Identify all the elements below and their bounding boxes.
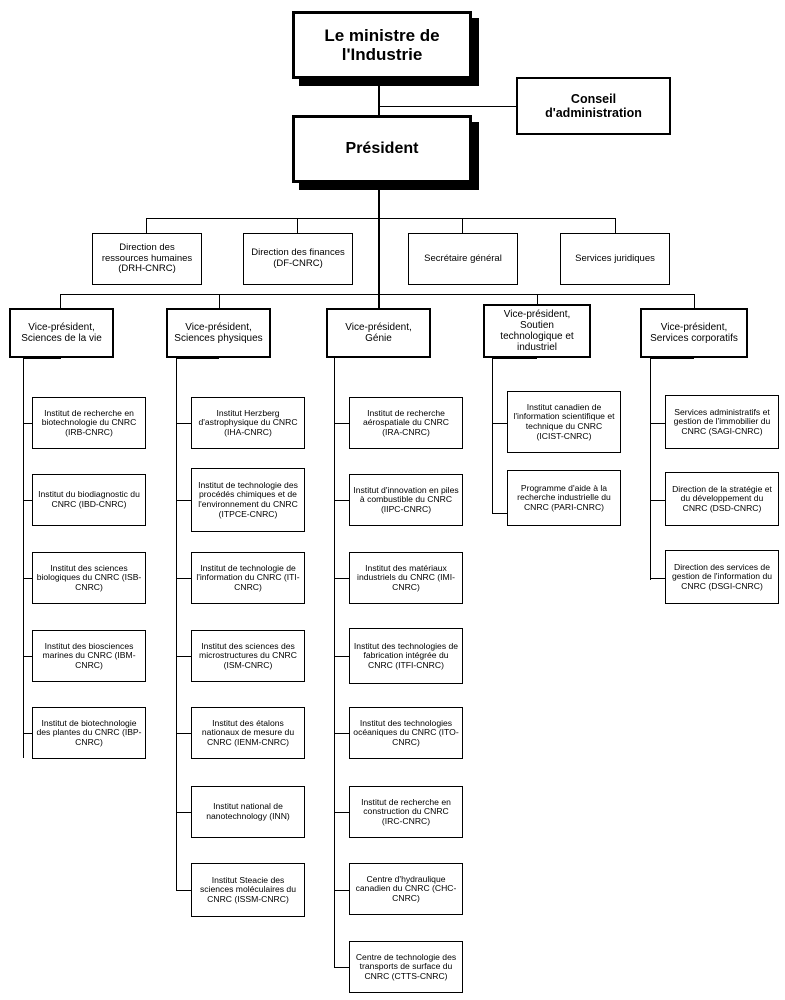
node-vp-engineering-label: Vice-président, Génie (345, 321, 412, 344)
node-chc-label: Centre d'hydraulique canadien du CNRC (CHC-CNRC) (355, 873, 457, 903)
node-vp-tech-support-label: Vice-président, Soutien technologique et industriel (500, 308, 574, 354)
node-ism[interactable] (191, 630, 305, 682)
line-vp1-top (23, 358, 61, 359)
node-iipc[interactable] (349, 474, 463, 526)
node-ibm[interactable] (32, 630, 146, 682)
node-ibp-label: Institut de biotechnologie des plantes du CNRC (IBP-CNRC) (36, 717, 142, 747)
node-directorate-legal-label: Services juridiques (575, 252, 655, 264)
node-dsgi[interactable] (665, 550, 779, 604)
node-vp-physical-sciences-label: Vice-président, Sciences physiques (174, 321, 263, 344)
line-vp1-c3 (23, 578, 32, 579)
line-vp2-top (176, 358, 219, 359)
line-vp5-c3 (650, 578, 665, 579)
line-president-down (378, 185, 380, 218)
line-vp3-c6 (334, 812, 349, 813)
node-ctts[interactable] (349, 941, 463, 993)
node-icist-label: Institut canadien de l'information scientifique et technique du CNRC (ICIST-CNRC) (513, 401, 615, 441)
line-dir-2-down (297, 218, 298, 233)
node-board[interactable] (516, 77, 671, 135)
line-vp2-c3 (176, 578, 191, 579)
node-ira[interactable] (349, 397, 463, 449)
line-directorate-bus (146, 218, 616, 219)
line-vp3-c3 (334, 578, 349, 579)
node-directorate-secretary[interactable] (408, 233, 518, 285)
node-iti[interactable] (191, 552, 305, 604)
line-vp2-c7 (176, 890, 191, 891)
node-iti-label: Institut de technologie de l'information du CNRC (ITI-CNRC) (196, 562, 300, 592)
node-sagi-label: Services administratifs et gestion de l'immobilier du CNRC (SAGI-CNRC) (673, 406, 771, 436)
line-minister-president (378, 80, 380, 115)
node-irc-label: Institut de recherche en construction du CNRC (IRC-CNRC) (361, 796, 451, 826)
line-vp5-c1 (650, 423, 665, 424)
node-isb[interactable] (32, 552, 146, 604)
line-vp2-c6 (176, 812, 191, 813)
node-issm-label: Institut Steacie des sciences moléculaires du CNRC (ISSM-CNRC) (199, 874, 296, 904)
line-vp3-c8 (334, 967, 349, 968)
line-vp3-c7 (334, 890, 349, 891)
node-dsgi-label: Direction des services de gestion de l'information du CNRC (DSGI-CNRC) (671, 561, 773, 591)
node-sagi[interactable] (665, 395, 779, 449)
line-vp4-c2 (492, 513, 507, 514)
node-directorate-finance[interactable] (243, 233, 353, 285)
node-dsd[interactable] (665, 472, 779, 526)
node-imi[interactable] (349, 552, 463, 604)
line-vp2-c5 (176, 733, 191, 734)
line-vp4-top (492, 358, 537, 359)
node-vp-corporate-services[interactable] (640, 308, 748, 358)
node-ibd-label: Institut du biodiagnostic du CNRC (IBD-CNRC) (38, 489, 140, 509)
line-vp5-top (650, 358, 694, 359)
node-icist[interactable] (507, 391, 621, 453)
line-vp3-c2 (334, 500, 349, 501)
line-vp1-c5 (23, 733, 32, 734)
node-ienm[interactable] (191, 707, 305, 759)
line-vp2-c1 (176, 423, 191, 424)
line-vp-5-down (694, 294, 695, 308)
node-vp-engineering[interactable] (326, 308, 431, 358)
node-pari-label: Programme d'aide à la recherche industrielle du CNRC (PARI-CNRC) (517, 482, 611, 512)
line-vp1-c4 (23, 656, 32, 657)
node-pari[interactable] (507, 470, 621, 526)
line-vp3-spine (334, 358, 335, 968)
node-directorate-hr[interactable] (92, 233, 202, 285)
node-directorate-secretary-label: Secrétaire général (424, 252, 502, 264)
node-minister-label: Le ministre de l'Industrie (324, 25, 440, 64)
node-vp-tech-support[interactable] (483, 304, 591, 358)
node-ibp[interactable] (32, 707, 146, 759)
node-iha-label: Institut Herzberg d'astrophysique du CNRC (IHA-CNRC) (198, 407, 298, 437)
node-itpce[interactable] (191, 468, 305, 532)
node-directorate-finance-label: Direction des finances (DF-CNRC) (251, 247, 345, 269)
line-vp3-c4 (334, 656, 349, 657)
node-ism-label: Institut des sciences des microstructures du CNRC (ISM-CNRC) (199, 640, 297, 670)
line-vp3-c5 (334, 733, 349, 734)
node-itfi[interactable] (349, 628, 463, 684)
line-vp1-c1 (23, 423, 32, 424)
line-vp-bus (60, 294, 694, 295)
node-iha[interactable] (191, 397, 305, 449)
line-vp3-c1 (334, 423, 349, 424)
line-vp5-c2 (650, 500, 665, 501)
node-ito[interactable] (349, 707, 463, 759)
node-directorate-hr-label: Direction des ressources humaines (DRH-CNRC) (101, 242, 193, 275)
line-vp5-spine (650, 358, 651, 580)
node-ira-label: Institut de recherche aérospatiale du CNRC (IRA-CNRC) (363, 407, 449, 437)
node-ienm-label: Institut des étalons nationaux de mesure du CNRC (IENM-CNRC) (201, 717, 295, 747)
line-board-h (378, 106, 520, 107)
node-irb[interactable] (32, 397, 146, 449)
line-dir-3-down (462, 218, 463, 233)
node-inn[interactable] (191, 786, 305, 838)
node-vp-life-sciences[interactable] (9, 308, 114, 358)
line-vp4-spine (492, 358, 493, 513)
line-vp-1-down (60, 294, 61, 308)
node-issm[interactable] (191, 863, 305, 917)
node-directorate-legal[interactable] (560, 233, 670, 285)
node-iipc-label: Institut d'innovation en piles à combustible du CNRC (IIPC-CNRC) (353, 484, 459, 514)
node-inn-label: Institut national de nanotechnology (INN) (206, 801, 290, 821)
line-dir-4-down (615, 218, 616, 233)
line-vp1-spine (23, 358, 24, 758)
node-vp-life-sciences-label: Vice-président, Sciences de la vie (21, 321, 102, 344)
node-president[interactable] (292, 115, 472, 183)
node-irb-label: Institut de recherche en biotechnologie du CNRC (IRB-CNRC) (41, 407, 137, 437)
line-vp-2-down (219, 294, 220, 308)
node-minister[interactable] (292, 11, 472, 79)
node-vp-corporate-services-label: Vice-président, Services corporatifs (650, 321, 738, 344)
line-vp4-c1 (492, 423, 507, 424)
node-chc[interactable] (349, 863, 463, 915)
line-vp2-c4 (176, 656, 191, 657)
node-itfi-label: Institut des technologies de fabrication intégrée du CNRC (ITFI-CNRC) (353, 640, 459, 670)
node-ctts-label: Centre de technologie des transports de surface du CNRC (CTTS-CNRC) (355, 951, 457, 981)
node-isb-label: Institut des sciences biologiques du CNRC (ISB-CNRC) (36, 562, 142, 592)
node-ibm-label: Institut des biosciences marines du CNRC (IBM-CNRC) (42, 640, 136, 670)
node-irc[interactable] (349, 786, 463, 838)
line-vp2-c2 (176, 500, 191, 501)
node-imi-label: Institut des matériaux industriels du CNRC (IMI-CNRC) (357, 562, 455, 592)
node-ito-label: Institut des technologies océaniques du CNRC (ITO-CNRC) (353, 717, 459, 747)
node-board-label: Conseil d'administration (545, 92, 642, 120)
node-itpce-label: Institut de technologie des procédés chimiques et de l'environnement du CNRC (ITPCE-CNRC) (198, 479, 298, 519)
node-vp-physical-sciences[interactable] (166, 308, 271, 358)
node-president-label: Président (345, 140, 419, 158)
node-dsd-label: Direction de la stratégie et du développement du CNRC (DSD-CNRC) (672, 483, 772, 513)
line-dir-1-down (146, 218, 147, 233)
line-vp1-c2 (23, 500, 32, 501)
node-ibd[interactable] (32, 474, 146, 526)
